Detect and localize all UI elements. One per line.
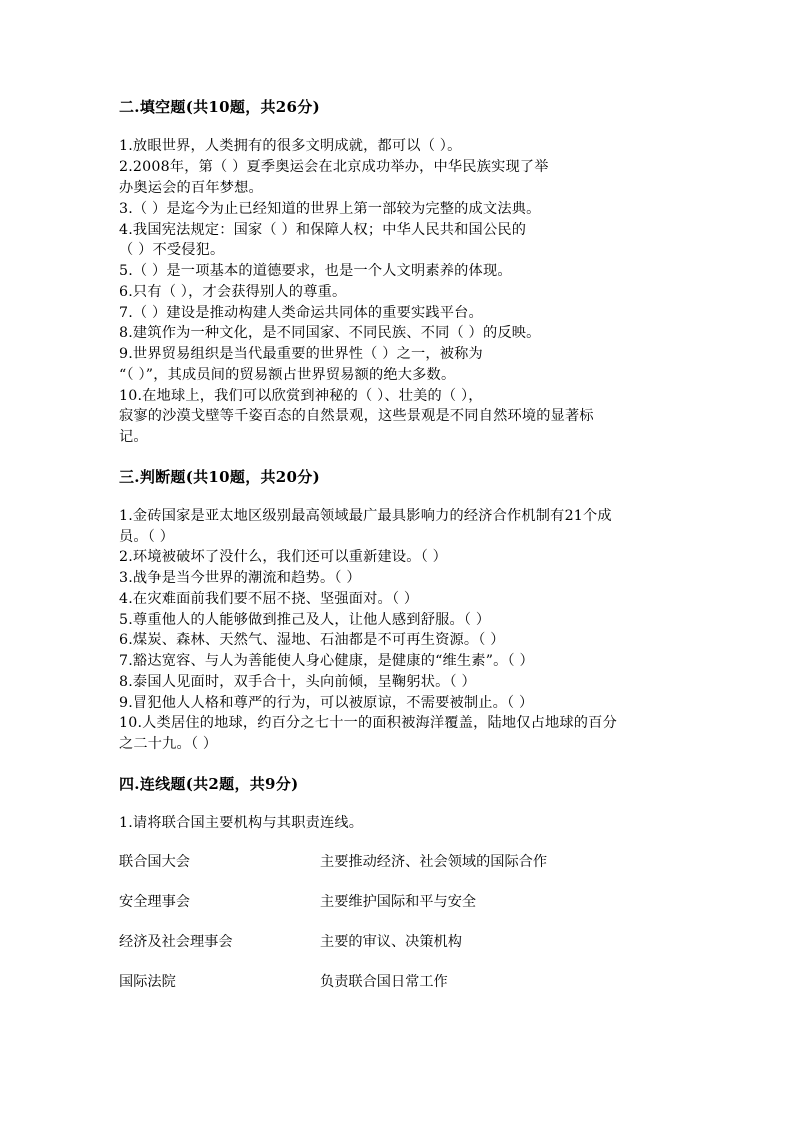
question-line: 5.尊重他人的人能够做到推己及人，让他人感到舒服。（ ） [119,612,491,628]
question-line: 7.豁达宽容、与人为善能使人身心健康，是健康的“维生素”。（ ） [119,653,534,669]
matching-right-item: 主要推动经济、社会领域的国际合作 [320,854,548,870]
question-line: 1.请将联合国主要机构与其职责连线。 [119,815,364,831]
question-line: 记。 [119,429,148,445]
question-line: 6.煤炭、森林、天然气、湿地、石油都是不可再生资源。（ ） [119,632,505,648]
matching-left-item: 安全理事会 [119,894,190,910]
question-line: 1.金砖国家是亚太地区级别最高领域最广最具影响力的经济合作机制有21个成 [119,508,612,524]
matching-left-item: 联合国大会 [119,854,190,870]
question-line: 6.只有（ ），才会获得别人的尊重。 [119,284,347,300]
matching-left-item: 经济及社会理事会 [119,934,233,950]
question-line: 4.我国宪法规定：国家（ ）和保障人权；中华人民共和国公民的 [119,222,527,238]
question-line: 2.2008年，第（ ）夏季奥运会在北京成功举办，中华民族实现了举 [119,159,549,175]
question-line: 4.在灾难面前我们要不屈不挠、坚强面对。（ ） [119,591,419,607]
question-line: 3.战争是当今世界的潮流和趋势。（ ） [119,570,361,586]
question-line: 3.（ ）是迄今为止已经知道的世界上第一部较为完整的成文法典。 [119,201,541,217]
matching-right-item: 负责联合国日常工作 [320,974,448,990]
question-line: 10.在地球上，我们可以欣赏到神秘的（ ）、壮美的（ ）， [119,388,483,404]
question-line: 8.建筑作为一种文化，是不同国家、不同民族、不同（ ）的反映。 [119,325,541,341]
question-line: 1.放眼世界，人类拥有的很多文明成就，都可以（ ）。 [119,138,462,154]
question-line: 员。（ ） [119,529,175,545]
question-line: 10.人类居住的地球，约百分之七十一的面积被海洋覆盖，陆地仅占地球的百分 [119,715,617,731]
matching-left-item: 国际法院 [119,974,176,990]
question-line: 9.世界贸易组织是当代最重要的世界性（ ）之一，被称为 [119,346,483,362]
matching-right-item: 主要的审议、决策机构 [320,934,462,950]
question-line: 5.（ ）是一项基本的道德要求，也是一个人文明素养的体现。 [119,263,512,279]
question-line: 7.（ ）建设是推动构建人类命运共同体的重要实践平台。 [119,305,483,321]
question-line: 8.泰国人见面时，双手合十，头向前倾，呈鞠躬状。（ ） [119,674,476,690]
section-heading-true-false: 三.判断题(共10题，共20分) [119,468,320,486]
question-line: 之二十九。（ ） [119,736,218,752]
question-line: （ ）不受侵犯。 [119,242,225,258]
section-heading-matching: 四.连线题(共2题，共9分) [119,775,299,793]
question-line: “（ ）”，其成员间的贸易额占世界贸易额的绝大多数。 [119,367,456,383]
question-line: 2.环境被破坏了没什么，我们还可以重新建设。（ ） [119,549,448,565]
question-line: 寂寥的沙漠戈壁等千姿百态的自然景观，这些景观是不同自然环境的显著标 [119,408,594,424]
section-heading-fill-blank: 二.填空题(共10题，共26分) [119,98,320,116]
matching-right-item: 主要维护国际和平与安全 [320,894,477,910]
question-line: 9.冒犯他人人格和尊严的行为，可以被原谅，不需要被制止。（ ） [119,695,534,711]
question-line: 办奥运会的百年梦想。 [119,180,263,196]
